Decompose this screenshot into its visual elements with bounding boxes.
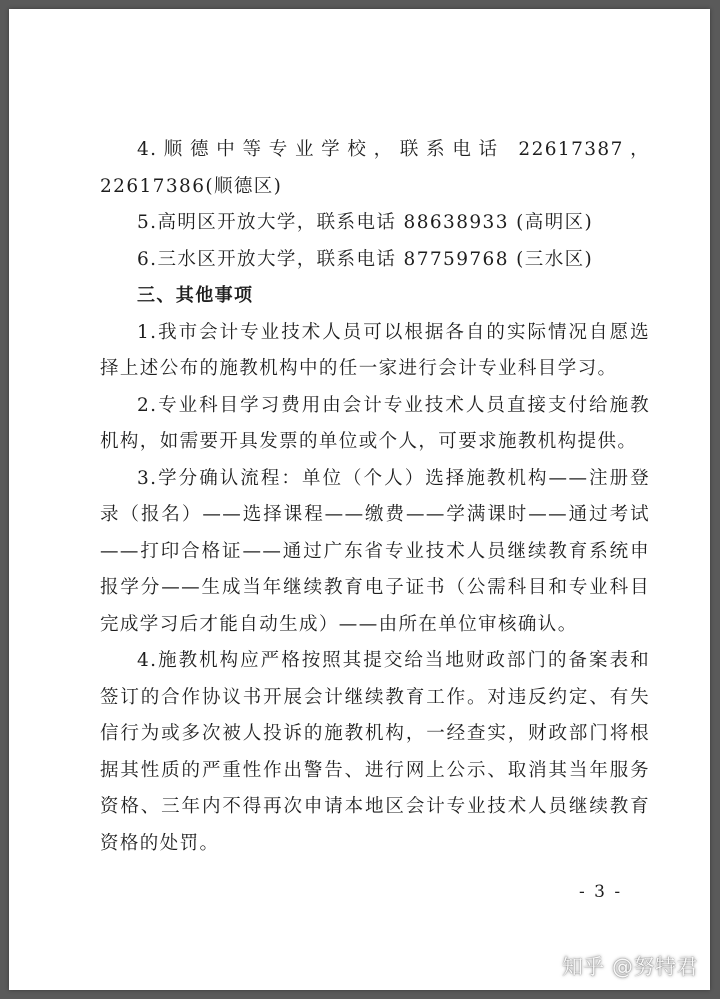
paragraph-item-1: 1.我市会计专业技术人员可以根据各自的实际情况自愿选择上述公布的施教机构中的任一家进行会计专业科目学习。 <box>100 321 650 379</box>
paragraph-school-5: 5.高明区开放大学，联系电话 88638933 (高明区) <box>137 212 594 233</box>
paragraph-item-4: 4.施教机构应严格按照其提交给当地财政部门的备案表和签订的合作协议书开展会计继续教育工作。对违反约定、有失信行为或多次被人投诉的施教机构，一经查实，财政部门将根据其性质的严重性作出警告、进行网上公示、取消其当年服务资格、三年内不得再次申请本地区会计专业技术人员继续教育资格的处罚。 <box>100 650 650 854</box>
paragraph-item-3: 3.学分确认流程：单位（个人）选择施教机构——注册登录（报名）——选择课程——缴费——学满课时——通过考试——打印合格证——通过广东省专业技术人员继续教育系统申报学分——生成当年继续教育电子证书（公需科目和专业科目完成学习后才能自动生成）——由所在单位审核确认。 <box>100 467 650 635</box>
document-body <box>100 132 650 862</box>
paragraph-school-6: 6.三水区开放大学，联系电话 87759768 (三水区) <box>137 248 594 270</box>
document-page <box>9 9 710 990</box>
paragraph-school-4: 4.顺德中等专业学校，联系电话 22617387，22617386(顺德区) <box>100 139 650 197</box>
page-number: - 3 - <box>579 882 623 902</box>
watermark: 知乎 @努特君 <box>561 955 698 979</box>
paragraph-item-2: 2.专业科目学习费用由会计专业技术人员直接支付给施教机构，如需要开具发票的单位或个人，可要求施教机构提供。 <box>100 394 650 452</box>
section-heading: 三、其他事项 <box>137 285 254 306</box>
